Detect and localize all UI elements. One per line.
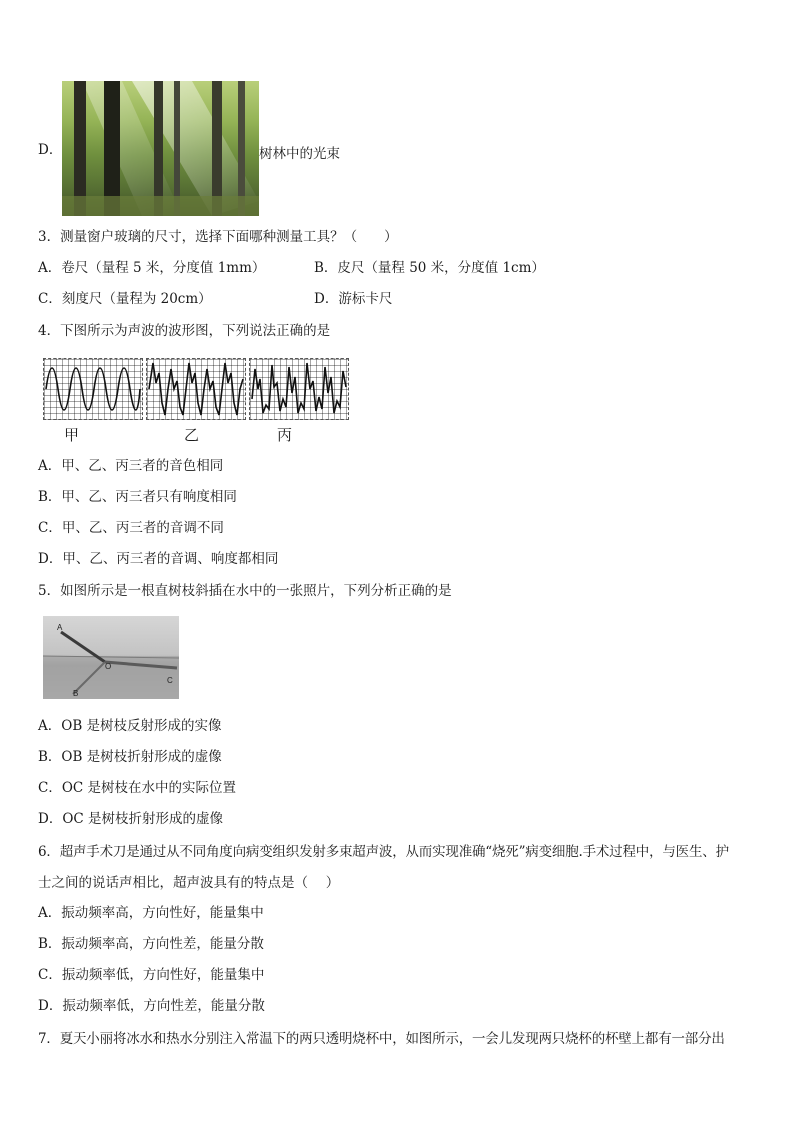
q6-option-d: D．振动频率低，方向性差，能量分散 bbox=[38, 998, 265, 1014]
waveform-label-bing: 丙 bbox=[277, 426, 293, 444]
q6-option-b: B．振动频率高，方向性差，能量分散 bbox=[38, 936, 264, 952]
waveform-label-yi: 乙 bbox=[184, 426, 200, 444]
q4-stem: 4．下图所示为声波的波形图，下列说法正确的是 bbox=[38, 323, 331, 339]
q4-option-b: B．甲、乙、丙三者只有响度相同 bbox=[38, 489, 237, 505]
q6-option-c: C．振动频率低，方向性好，能量集中 bbox=[38, 967, 265, 983]
q5-option-d: D．OC 是树枝折射形成的虚像 bbox=[38, 811, 224, 827]
q5-stem: 5．如图所示是一根直树枝斜插在水中的一张照片，下列分析正确的是 bbox=[38, 583, 452, 599]
q3-option-d: D．游标卡尺 bbox=[314, 291, 393, 307]
q5-option-b: B．OB 是树枝折射形成的虚像 bbox=[38, 749, 222, 765]
q6-option-a: A．振动频率高，方向性好，能量集中 bbox=[38, 905, 264, 921]
q4-option-d: D．甲、乙、丙三者的音调、响度都相同 bbox=[38, 551, 279, 567]
waveform-yi bbox=[146, 358, 246, 420]
q4-option-c: C．甲、乙、丙三者的音调不同 bbox=[38, 520, 224, 536]
branch-in-water-photo bbox=[43, 616, 179, 699]
q5-option-c: C．OC 是树枝在水中的实际位置 bbox=[38, 780, 237, 796]
q4-option-a: A．甲、乙、丙三者的音色相同 bbox=[38, 458, 224, 474]
branch-label-c: C bbox=[167, 676, 173, 685]
q6-stem-line1: 6．超声手术刀是通过从不同角度向病变组织发射多束超声波，从而实现准确“烧死”病变细胞.手术过程中，与医生、护 bbox=[38, 844, 729, 860]
q3-stem: 3．测量窗户玻璃的尺寸，选择下面哪种测量工具？（ ） bbox=[38, 229, 398, 245]
branch-label-o: O bbox=[105, 662, 112, 671]
forest-caption: 树林中的光束 bbox=[259, 146, 340, 162]
option-d-label: D． bbox=[38, 142, 63, 158]
branch-label-a: A bbox=[57, 623, 63, 632]
q3-option-b: B．皮尺（量程 50 米，分度值 1cm） bbox=[314, 260, 545, 276]
waveform-label-jia: 甲 bbox=[64, 426, 80, 444]
waveform-bing bbox=[249, 358, 349, 420]
q6-stem-line2: 士之间的说话声相比，超声波具有的特点是（ ） bbox=[38, 875, 340, 891]
q3-option-c: C．刻度尺（量程为 20cm） bbox=[38, 291, 212, 307]
q5-option-a: A．OB 是树枝反射形成的实像 bbox=[38, 718, 222, 734]
q7-stem-line1: 7．夏天小丽将冰水和热水分别注入常温下的两只透明烧杯中，如图所示，一会儿发现两只烧杯的杯壁上都有一部分出 bbox=[38, 1031, 725, 1047]
forest-light-photo bbox=[62, 81, 259, 216]
waveform-jia bbox=[43, 358, 143, 420]
q3-option-a: A．卷尺（量程 5 米，分度值 1mm） bbox=[38, 260, 266, 276]
branch-label-b: B bbox=[73, 689, 79, 698]
